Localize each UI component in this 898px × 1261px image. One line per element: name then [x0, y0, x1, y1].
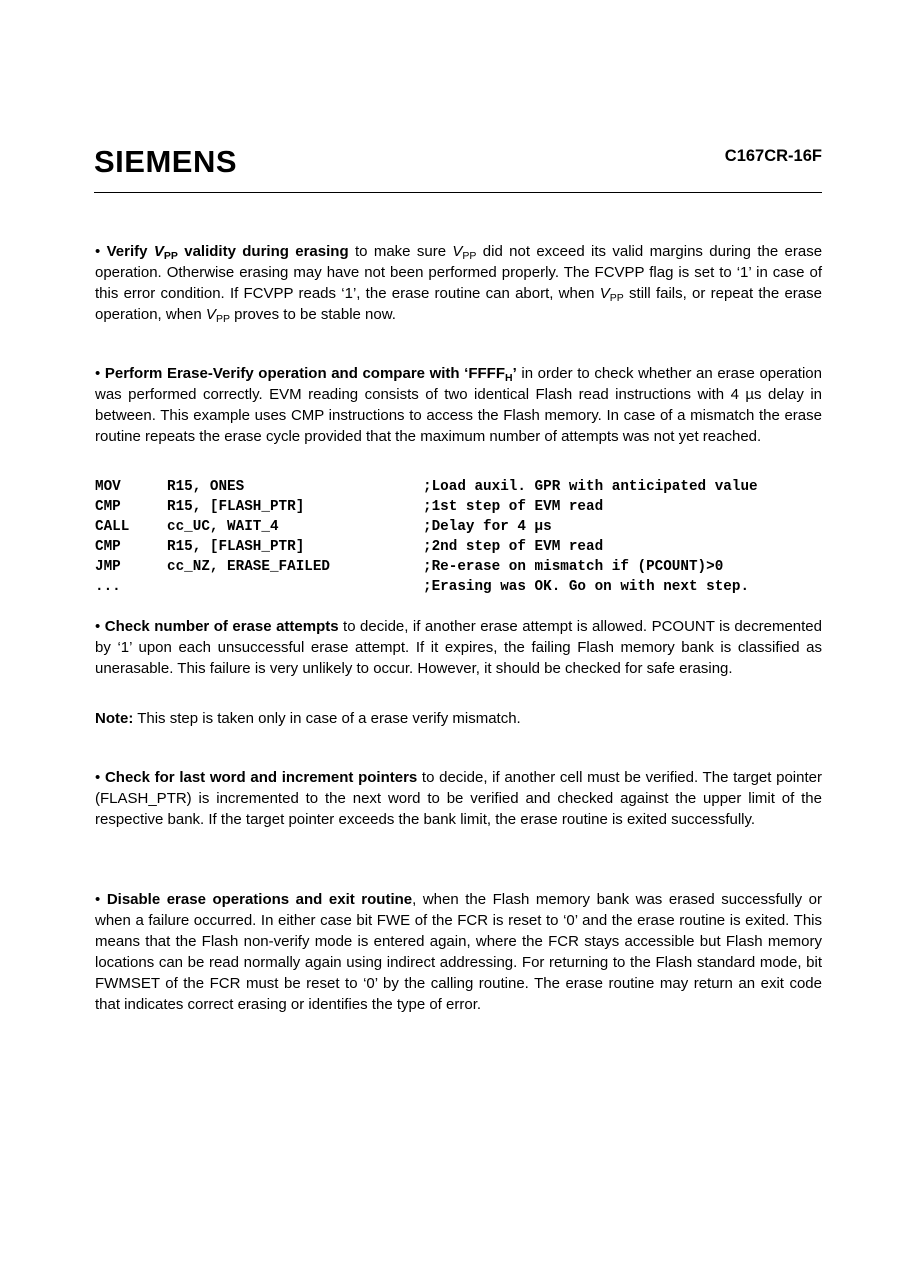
bullet: •	[95, 618, 101, 635]
bullet: •	[95, 769, 101, 786]
note: Note: This step is taken only in case of a erase verify mismatch.	[95, 710, 521, 727]
bullet: •	[95, 243, 101, 260]
paragraph-verify-vpp: • Verify $V_{PP}$ validity during erasing to make sure $V_{PP}$ did not exceed its valid margins during the erase operation. Otherwise erasing may have not been performed properly. The FCVPP flag is set to ‘1’ in case of this error condition. If FCVPP reads ‘1’, the erase routine can abort, when $V_{PP}$ still fails, or repeat the erase operation, when $V_{PP}$ proves to be stable now.	[95, 243, 823, 325]
paragraph-lead: Check number of erase attempts	[104, 618, 339, 635]
paragraph-lead: Disable erase operations and exit routine	[106, 891, 413, 908]
paragraph-lead: Perform Erase-Verify operation and compare with ‘$FFFF_H$’	[104, 365, 517, 384]
paragraph-disable-erase: • Disable erase operations and exit routine, when the Flash memory bank was erased successfully or when a failure occurred. In either case bit FWE of the FCR is reset to ‘0’ and the erase routine is exited. This means that the Flash non-verify mode is entered again, where the FCR stays accessible but Flash memory locations can be read normally again using indirect addressing. For returning to the Flash standard mode, bit FWMSET of the FCR must be reset to ‘0’ by the calling routine. The erase routine may return an exit code that indicates correct erasing or identifies the type of error.	[95, 891, 822, 1013]
paragraph-lead: Check for last word and increment pointers	[104, 769, 418, 786]
siemens-logo: SIEMENS	[94, 144, 238, 179]
paragraph-increment-pointers: • Check for last word and increment pointers to decide, if another cell must be verified. The target pointer (FLASH_PTR) is incremented to the next word to be verified and checked against the upper limit of the respective bank. If the target pointer exceeds the bank limit, the erase routine is exited successfully.	[95, 769, 822, 828]
paragraph-erase-verify: • Perform Erase-Verify operation and compare with ‘$FFFF_H$’ in order to check whether an erase operation was performed correctly. EVM reading consists of two identical Flash read instructions with 4 µs delay in between. This example uses CMP instructions to access the Flash memory. In case of a mismatch the erase routine repeats the erase cycle provided that the maximum number of attempts was not yet reached.	[95, 365, 822, 445]
paragraph-erase-attempts: • Check number of erase attempts to decide, if another erase attempt is allowed. PCOUNT is decremented by ‘1’ upon each unsuccessful erase attempt. If it expires, the failing Flash memory bank is classified as unerasable. This failure is very unlikely to occur. However, it should be checked for safe erasing.	[95, 618, 822, 677]
bullet: •	[95, 891, 101, 908]
page-header	[94, 144, 822, 193]
note-label: Note:	[95, 710, 134, 727]
paragraph-lead: Verify $V_{PP}$ validity during erasing	[106, 243, 349, 262]
bullet: •	[95, 365, 101, 382]
part-number: C167CR-16F	[724, 147, 822, 165]
